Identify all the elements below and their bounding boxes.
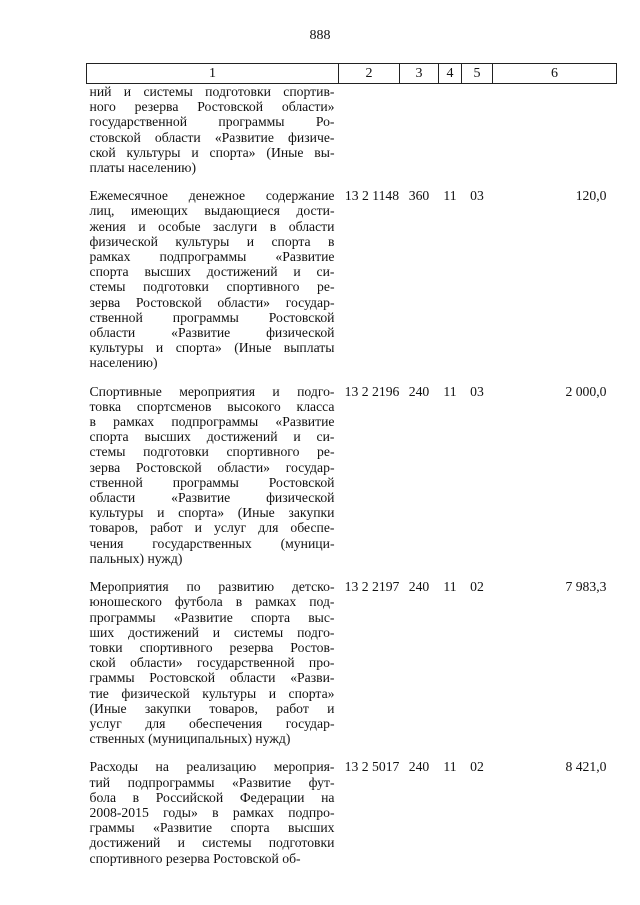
cell-subsection: 02 — [470, 759, 484, 775]
row-description — [87, 84, 339, 186]
cell-expense-type: 240 — [408, 579, 430, 595]
cell-section: 11 — [443, 188, 457, 204]
row-description — [87, 381, 339, 576]
description-line: физической культуры и спорта в — [89, 233, 335, 249]
cell-amount: 120,0 — [575, 188, 607, 204]
cell-expense-type — [400, 84, 439, 186]
description-line: спорта высших достижений и си- — [89, 429, 335, 445]
description-line: товки спортивного резерва Ростов- — [89, 639, 335, 655]
description-line: государственной программы Ро- — [89, 114, 335, 130]
description-line: юношеского футбола в рамках под- — [89, 594, 335, 610]
header-col-1: 1 — [87, 64, 339, 84]
header-col-5: 5 — [462, 64, 493, 84]
cell-subsection: 02 — [470, 579, 484, 595]
description-line: ственной программы Ростовской — [89, 309, 335, 325]
header-col-2: 2 — [339, 64, 400, 84]
description-line: спорта высших достижений и си- — [89, 264, 335, 280]
description-line: культуры и спорта» (Иные выплаты — [89, 340, 335, 356]
cell-subsection: 03 — [470, 383, 484, 399]
description-line: чения государственных (муници- — [89, 535, 335, 551]
description-line: товка спортсменов высокого класса — [89, 398, 335, 414]
table-row — [87, 756, 617, 875]
row-description — [87, 576, 339, 756]
description-line: тие физической культуры и спорта» — [89, 685, 335, 701]
cell-subsection — [462, 84, 493, 186]
cell-target-code — [339, 84, 400, 186]
description-line: зерва Ростовской области» государ- — [89, 459, 335, 475]
cell-section: 11 — [443, 579, 457, 595]
description-line: ственной программы Ростовской — [89, 474, 335, 490]
description-line: услуг для обеспечения государ- — [89, 715, 335, 731]
cell-amount — [493, 84, 617, 186]
description-line: лиц, имеющих выдающиеся дости- — [89, 203, 335, 219]
description-line: ших достижений и системы подго- — [89, 624, 335, 640]
cell-target-code: 13 2 1148 — [344, 188, 400, 204]
description-line: тий подпрограммы «Развитие фут- — [89, 774, 335, 790]
description-line: населению) — [89, 355, 158, 371]
description-line: ственных (муниципальных) нужд) — [89, 731, 291, 747]
description-line: стемы подготовки спортивного ре- — [89, 279, 335, 295]
cell-expense-type: 240 — [408, 383, 430, 399]
cell-amount: 8 421,0 — [565, 759, 607, 775]
description-line: (Иные закупки товаров, работ и — [89, 700, 335, 716]
cell-section — [439, 84, 462, 186]
cell-target-code: 13 2 2196 — [344, 383, 400, 399]
description-line: пальных) нужд) — [89, 550, 183, 566]
header-col-6: 6 — [493, 64, 617, 84]
description-line: Расходы на реализацию мероприя- — [89, 759, 335, 775]
header-col-3: 3 — [400, 64, 439, 84]
description-line: в рамках подпрограммы «Развитие — [89, 414, 335, 430]
cell-section: 11 — [443, 759, 457, 775]
description-line: 2008-2015 годы» в рамках подпро- — [89, 804, 335, 820]
description-line: жения и особые заслуги в области — [89, 218, 335, 234]
table-row — [87, 576, 617, 756]
description-line: ской культуры и спорта» (Иные вы- — [89, 144, 335, 160]
cell-section: 11 — [443, 383, 457, 399]
cell-target-code: 13 2 2197 — [344, 579, 400, 595]
cell-expense-type: 240 — [408, 759, 430, 775]
row-description — [87, 756, 339, 875]
table-body — [87, 84, 617, 876]
cell-expense-type: 360 — [408, 188, 430, 204]
description-line: программы «Развитие спорта выс- — [89, 609, 335, 625]
description-line: достижений и системы подготовки — [89, 835, 335, 851]
table-row — [87, 381, 617, 576]
description-line: Мероприятия по развитию детско- — [89, 579, 335, 595]
budget-table — [86, 63, 617, 876]
description-line: ний и системы подготовки спортив- — [89, 84, 335, 99]
description-line: области «Развитие физической — [89, 325, 335, 341]
table-row — [87, 185, 617, 380]
description-line: стемы подготовки спортивного ре- — [89, 444, 335, 460]
description-line: ской области» государственной про- — [89, 655, 335, 671]
description-line: Ежемесячное денежное содержание — [89, 188, 335, 204]
description-line: граммы «Развитие спорта высших — [89, 820, 335, 836]
cell-target-code: 13 2 5017 — [344, 759, 400, 775]
description-line: стовской области «Развитие физиче- — [89, 129, 335, 145]
cell-amount: 7 983,3 — [565, 579, 607, 595]
row-description — [87, 185, 339, 380]
description-line: области «Развитие физической — [89, 490, 335, 506]
table-header — [87, 64, 617, 84]
description-line: граммы Ростовской области «Разви- — [89, 670, 335, 686]
description-line: спортивного резерва Ростовской об- — [89, 850, 301, 866]
description-line: товаров, работ и услуг для обеспе- — [89, 520, 335, 536]
page-number: 888 — [309, 28, 331, 43]
header-row — [87, 64, 617, 84]
cell-subsection: 03 — [470, 188, 484, 204]
description-line: Спортивные мероприятия и подго- — [89, 383, 335, 399]
table-row — [87, 84, 617, 186]
description-line: платы населению) — [89, 160, 197, 176]
cell-amount: 2 000,0 — [565, 383, 607, 399]
description-line: рамках подпрограммы «Развитие — [89, 249, 335, 265]
description-line: ного резерва Ростовской области» — [89, 99, 335, 115]
header-col-4: 4 — [439, 64, 462, 84]
description-line: зерва Ростовской области» государ- — [89, 294, 335, 310]
description-line: культуры и спорта» (Иные закупки — [89, 505, 335, 521]
description-line: бола в Российской Федерации на — [89, 789, 335, 805]
